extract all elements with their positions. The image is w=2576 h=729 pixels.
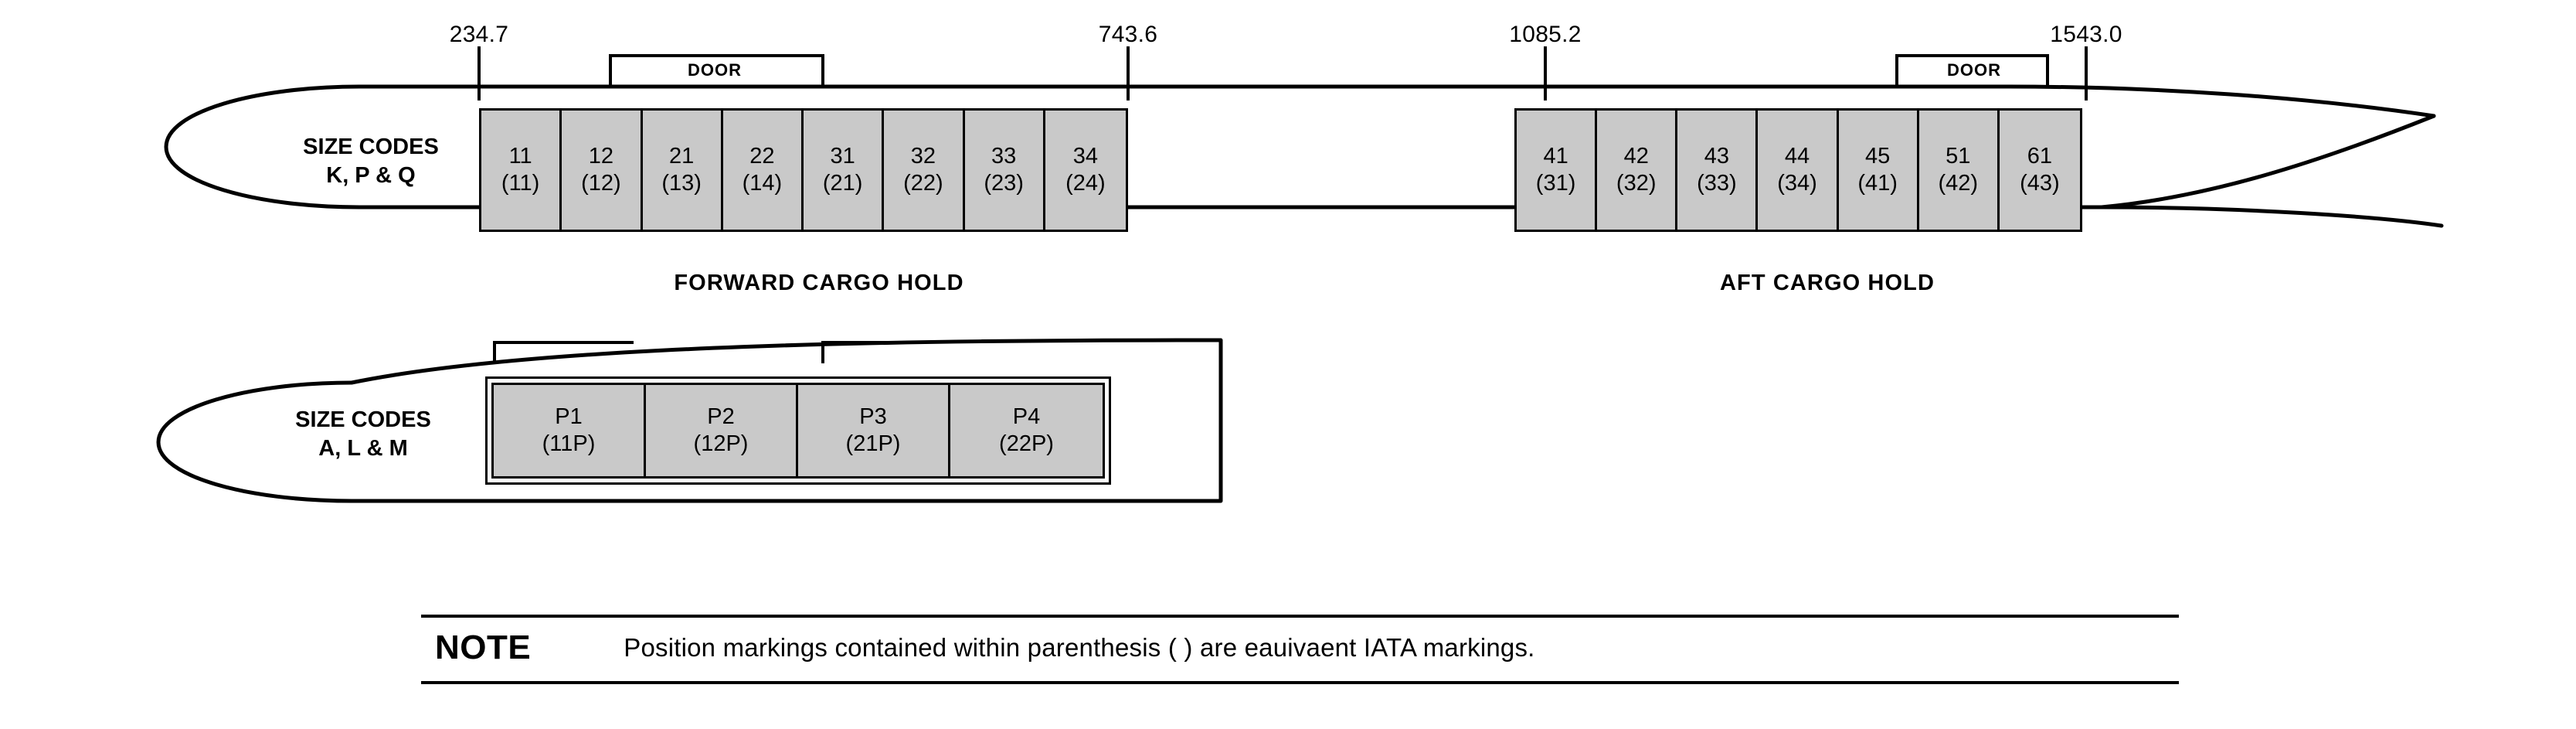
position-code: 42 — [1623, 143, 1649, 169]
position-code: P4 — [1012, 404, 1041, 429]
table-row[interactable] — [884, 111, 964, 230]
position-iata: (33) — [1697, 171, 1737, 196]
position-code: 51 — [1946, 143, 1971, 169]
position-iata: (12) — [581, 171, 621, 196]
table-row[interactable] — [798, 385, 950, 476]
position-iata: (41) — [1857, 171, 1898, 196]
dimension-label-forward-start: 234.7 — [449, 22, 509, 47]
fuselage-tail-taper — [2102, 116, 2434, 207]
position-iata: (14) — [742, 171, 783, 196]
dimension-label-aft-start: 1085.2 — [1509, 22, 1582, 47]
lower-deck-door-bracket-1 — [494, 342, 634, 363]
note-rule-bottom — [421, 681, 2179, 684]
table-row[interactable] — [562, 111, 642, 230]
position-code: 45 — [1865, 143, 1891, 169]
position-code: 41 — [1543, 143, 1568, 169]
position-code: 12 — [588, 143, 613, 169]
table-row[interactable] — [723, 111, 804, 230]
size-codes-main-deck-line2: K, P & Q — [326, 163, 416, 189]
table-row[interactable] — [481, 111, 562, 230]
note-text: Position markings contained within parenthesis ( ) are eauivaent IATA markings. — [624, 633, 1535, 662]
table-row[interactable] — [646, 385, 798, 476]
table-row[interactable] — [1677, 111, 1758, 230]
door-label-aft: DOOR — [1947, 60, 2001, 80]
forward-hold-caption: FORWARD CARGO HOLD — [674, 271, 964, 295]
table-row[interactable] — [643, 111, 723, 230]
position-code: 21 — [668, 143, 695, 169]
table-row[interactable] — [494, 385, 646, 476]
position-iata: (22P) — [999, 431, 1054, 456]
position-code: P1 — [555, 404, 583, 429]
note-title: NOTE — [435, 629, 532, 666]
position-iata: (43) — [2020, 171, 2060, 196]
position-iata: (11P) — [542, 431, 596, 456]
position-iata: (12P) — [693, 431, 749, 456]
position-code: 22 — [749, 143, 775, 169]
table-row[interactable] — [965, 111, 1045, 230]
position-code: 44 — [1784, 143, 1810, 169]
position-iata: (34) — [1777, 171, 1817, 196]
size-codes-main-deck-line1: SIZE CODES — [303, 135, 439, 159]
position-iata: (22) — [903, 171, 943, 196]
table-row[interactable] — [1517, 111, 1597, 230]
door-label-forward: DOOR — [688, 60, 742, 80]
size-codes-lower-deck-line2: A, L & M — [318, 436, 408, 462]
table-row[interactable] — [1758, 111, 1838, 230]
position-iata: (13) — [661, 171, 702, 196]
position-iata: (24) — [1065, 171, 1106, 196]
position-code: 32 — [910, 143, 936, 169]
position-code: 31 — [830, 143, 855, 169]
position-code: 43 — [1704, 143, 1729, 169]
size-codes-main-deck — [255, 133, 487, 190]
position-code: 61 — [2027, 143, 2053, 169]
table-row[interactable] — [1919, 111, 2000, 230]
position-code: 11 — [508, 143, 532, 169]
table-row[interactable] — [1597, 111, 1677, 230]
table-row[interactable] — [804, 111, 884, 230]
lower-deck-door-bracket-2 — [823, 342, 919, 363]
dimension-label-forward-end: 743.6 — [1098, 22, 1158, 47]
aft-hold-positions — [1514, 108, 2082, 232]
position-code: 34 — [1072, 143, 1098, 169]
table-row[interactable] — [1045, 111, 1126, 230]
aft-hold-caption: AFT CARGO HOLD — [1720, 271, 1935, 295]
position-iata: (21P) — [845, 431, 901, 456]
size-codes-lower-deck — [247, 406, 479, 463]
position-iata: (42) — [1938, 171, 1979, 196]
position-iata: (31) — [1535, 171, 1576, 196]
position-code: P3 — [859, 404, 887, 429]
position-iata: (11) — [501, 171, 540, 196]
table-row[interactable] — [2000, 111, 2080, 230]
lower-deck-positions — [485, 376, 1111, 485]
table-row[interactable] — [1839, 111, 1919, 230]
dimension-label-aft-end: 1543.0 — [2050, 22, 2122, 47]
size-codes-lower-deck-line1: SIZE CODES — [295, 407, 431, 432]
forward-hold-positions — [479, 108, 1128, 232]
note-block — [421, 615, 2179, 684]
position-code: P2 — [707, 404, 735, 429]
position-iata: (23) — [984, 171, 1024, 196]
position-code: 33 — [991, 143, 1017, 169]
position-iata: (32) — [1616, 171, 1657, 196]
position-iata: (21) — [822, 171, 863, 196]
table-row[interactable] — [950, 385, 1103, 476]
